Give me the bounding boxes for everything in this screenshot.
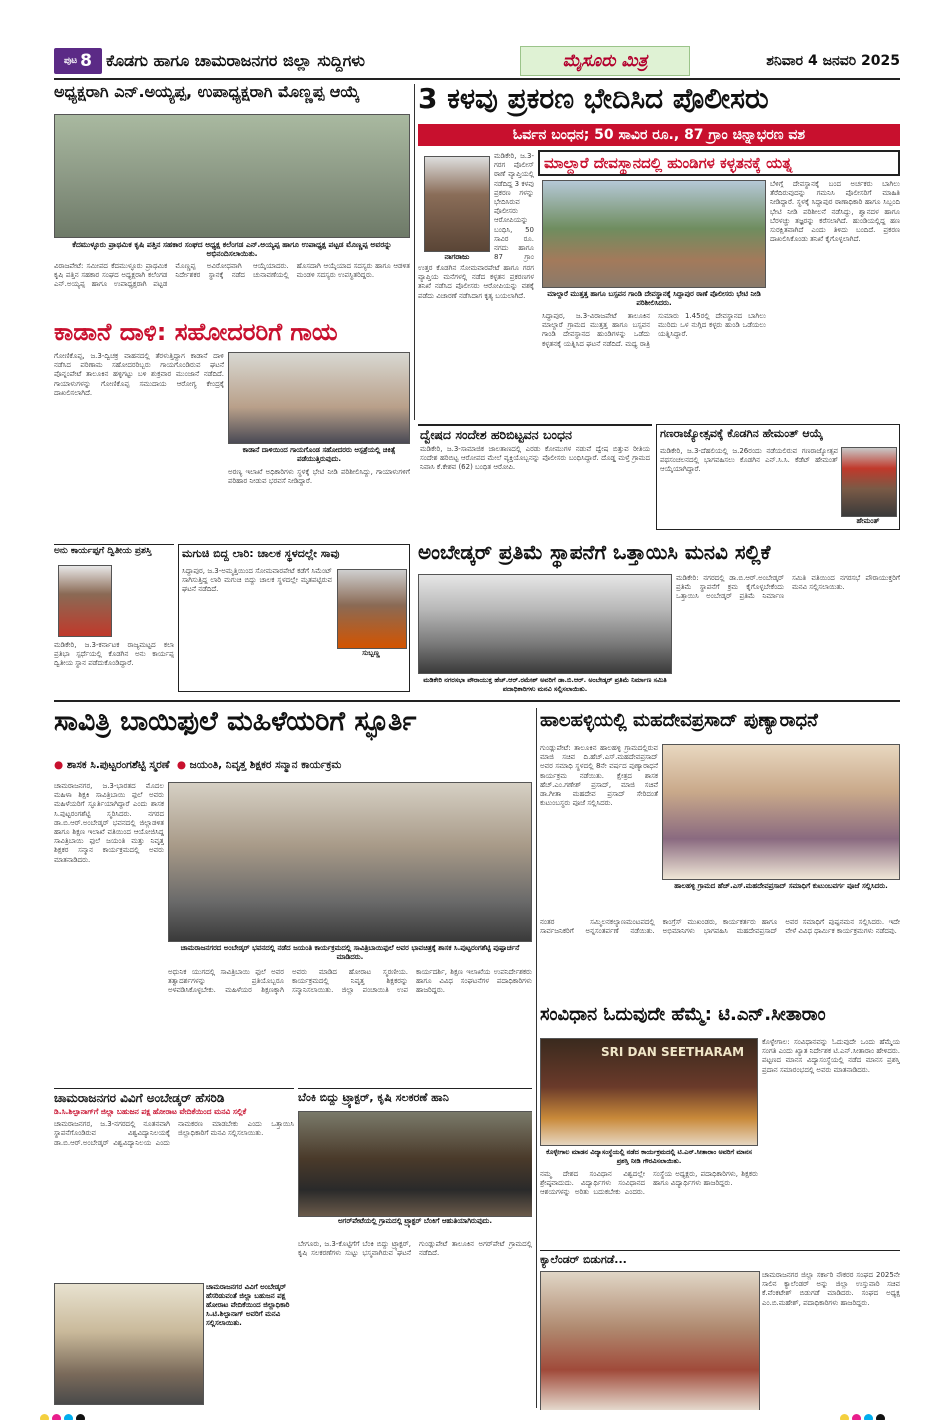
story8-photo-caption: ಸುಬ್ಬಣ್ಣ [362,649,380,657]
story8-body: ಸಿದ್ದಾಪುರ, ಜ.3-ಅಮ್ಮತ್ತಿಯಿಂದ ಸೋಮವಾರಪೇಟೆ ಕಡೆಗೆ ಸಿಮೆಂಟ್ ಸಾಗಿಸುತ್ತಿದ್ದ ಲಾರಿ ಮಗುಚಿ ಬಿದ್ದು ಚಾಲಕ ಸ್ಥಳದಲ್ಲೇ ಮೃತಪಟ್ಟಿರುವ ಘಟನೆ ನಡೆದಿದೆ. [182,567,332,594]
story6-box [656,424,900,530]
story15-photo [540,1271,760,1410]
story7-body: ಮಡಿಕೇರಿ, ಜ.3-ಕರ್ನಾಟಕ ರಾಜ್ಯಮಟ್ಟದ ಕಲಾ ಪ್ರತಿಭಾ ಸ್ಪರ್ಧೆಯಲ್ಲಿ ಕೊಡಗಿನ ಅನು ಕಾರ್ಯಪ್ಪ ದ್ವಿತೀಯ ಸ್ಥಾನ ಪಡೆದುಕೊಂಡಿದ್ದಾರೆ. [54,641,174,668]
story3-photo [542,180,766,288]
story10-subheads [54,756,532,774]
story1-photo [54,114,410,238]
section-rule [54,700,900,702]
story8-headline: ಮಗುಚಿ ಬಿದ್ದ ಲಾರಿ: ಚಾಲಕ ಸ್ಥಳದಲ್ಲೇ ಸಾವು [182,547,340,560]
page-number-badge [54,48,102,74]
story13-body: ಚಾಮರಾಜನಗರ, ಜ.3-ನಗರದಲ್ಲಿ ನೂತನವಾಗಿ ಸ್ಥಾಪನೆಗೊಂಡಿರುವ ವಿಶ್ವವಿದ್ಯಾನಿಲಯಕ್ಕೆ ಡಾ.ಬಿ.ಆರ್.ಅಂಬೇಡ್ಕರ್ ವಿಶ್ವವಿದ್ಯಾನಿಲಯ ಎಂದು ನಾಮಕರಣ ಮಾಡಬೇಕು ಎಂದು ಒತ್ತಾಯಿಸಿ ಜಿಲ್ಲಾಧಿಕಾರಿಗೆ ಮನವಿ ಸಲ್ಲಿಸಲಾಯಿತು. [54,1120,294,1147]
story10-subhead-2: ಜಯಂತಿ, ನಿವೃತ್ತ ಶಿಕ್ಷಕರ ಸನ್ಮಾನ ಕಾರ್ಯಕ್ರಮ [189,758,342,771]
story7-photo [58,565,112,637]
bullet-icon: ● [176,759,186,771]
story2-body [494,152,534,262]
story4-body: ಗೋಣಿಕೊಪ್ಪ, ಜ.3-ದ್ವಿಚಕ್ರ ವಾಹನದಲ್ಲಿ ತೆರಳುತ್ತಿದ್ದಾಗ ಕಾಡಾನೆ ದಾಳಿ ನಡೆಸಿದ ಪರಿಣಾಮ ಸಹೋದರರಿಬ್ಬರು ಗಾಯಗೊಂಡಿರುವ ಘಟನೆ ಪೊನ್ನಂಪೇಟೆ ತಾಲೂಕಿನ ಹಳ್ಳಿಗಟ್ಟು ಬಳಿ ಶುಕ್ರವಾರ ಮುಂಜಾನೆ ನಡೆದಿದೆ. ಗಾಯಾಳುಗಳನ್ನು ಗೋಣಿಕೊಪ್ಪ ಸಮುದಾಯ ಆರೋಗ್ಯ ಕೇಂದ್ರಕ್ಕೆ ದಾಖಲಿಸಲಾಗಿದೆ. [54,352,224,397]
story2-body-text: ಮಡಿಕೇರಿ, ಜ.3-ಗರಗ ಪೊಲೀಸ್ ಠಾಣೆ ವ್ಯಾಪ್ತಿಯಲ್ಲಿ ನಡೆದಿದ್ದ 3 ಕಳವು ಪ್ರಕರಣ ಗಳನ್ನು ಭೇದಿಸಿರುವ ಪೊಲೀಸರು ಆರೋಪಿಯನ್ನು ಬಂಧಿಸಿ, 50 ಸಾವಿರ ರೂ. ನಗದು ಹಾಗೂ 87 ಗ್ರಾಂ [494,152,534,262]
issue-date: ಶನಿವಾರ 4 ಜನವರಿ 2025 [766,53,900,69]
story9-body: ಮಡಿಕೇರಿ: ನಗರದಲ್ಲಿ ಡಾ.ಬಿ.ಆರ್.ಅಂಬೇಡ್ಕರ್ ಪ್ರತಿಮೆ ಸ್ಥಾಪನೆಗೆ ಕ್ರಮ ಕೈಗೊಳ್ಳಬೇಕೆಂದು ಒತ್ತಾಯಿಸಿ ಅಂಬೇಡ್ಕರ್ ಪ್ರತಿಮೆ ನಿರ್ಮಾಣ ಸಮಿತಿ ವತಿಯಿಂದ ನಗರಸಭೆ ಪೌರಾಯುಕ್ತರಿಗೆ ಮನವಿ ಸಲ್ಲಿಸಲಾಯಿತು. [676,574,900,601]
story14-body: ಬೇಗೂರು, ಜ.3-ಕೊಟ್ಟಿಗೆಗೆ ಬೆಂಕಿ ಬಿದ್ದು ಟ್ರ್ಯಾಕ್ಟರ್, ಕೃಷಿ ಸಲಕರಣೆಗಳು ಸುಟ್ಟು ಭಸ್ಮವಾಗಿರುವ ಘಟನೆ ಗುಂಡ್ಲುಪೇಟೆ ತಾಲೂಕಿನ ಅಗರ್‌ಪೇಟೆ ಗ್ರಾಮದಲ್ಲಿ ನಡೆದಿದೆ. [298,1240,532,1258]
story15-body: ಚಾಮರಾಜನಗರ ಜಿಲ್ಲಾ ಸರ್ಕಾರಿ ನೌಕರರ ಸಂಘದ 2025ನೇ ಸಾಲಿನ ಕ್ಯಾಲೆಂಡರ್ ಅನ್ನು ಜಿಲ್ಲಾ ಉಸ್ತುವಾರಿ ಸಚಿವ ಕೆ.ವೆಂಕಟೇಶ್ ಬಿಡುಗಡೆ ಮಾಡಿದರು. ಸಂಘದ ಅಧ್ಯಕ್ಷ ಎಂ.ಬಿ.ಮಹೇಶ್, ಪದಾಧಿಕಾರಿಗಳು ಹಾಜರಿದ್ದರು. [762,1271,900,1307]
story2-photo [424,156,490,252]
story13-photo [54,1283,204,1405]
story11-photo [662,744,900,880]
print-registration-marks [840,1408,920,1420]
story2-photo-caption: ನಾಗರಾಜು [444,252,470,261]
story13-headline: ಚಾಮರಾಜನಗರ ವಿವಿಗೆ ಅಂಬೇಡ್ಕರ್ ಹೆಸರಿಡಿ [54,1091,225,1105]
story3-body: ಸಿದ್ದಾಪುರ, ಜ.3-ವಿರಾಜಪೇಟೆ ತಾಲೂಕಿನ ಮಾಲ್ದಾರೆ ಗ್ರಾಮದ ಮುತ್ತತ್ತ ಹಾಗೂ ಬಸ್ಸವನ ಗಾಂಡಿ ದೇವಸ್ಥಾನದ ಹುಂಡಿಗಳನ್ನು ಒಡೆದು ಕಳ್ಳತನಕ್ಕೆ ಯತ್ನಿಸಿದ ಘಟನೆ ನಡೆದಿದೆ. ಮಧ್ಯ ರಾತ್ರಿ ಸುಮಾರು 1.45ರಲ್ಲಿ ದೇವಸ್ಥಾನದ ಬಾಗಿಲು ಮುರಿದು ಒಳ ನುಗ್ಗಿದ ಕಳ್ಳರು ಹುಂಡಿ ಒಡೆಯಲು ಯತ್ನಿಸಿದ್ದಾರೆ. [542,312,766,348]
print-registration-marks [40,1408,120,1420]
story1-headline: ಅಧ್ಯಕ್ಷರಾಗಿ ಎನ್.ಅಯ್ಯಪ್ಪ, ಉಪಾಧ್ಯಕ್ಷರಾಗಿ ಮೊಣ್ಣಪ್ಪ ಆಯ್ಕೆ [54,84,360,101]
story2-body-continued: ಉತ್ತರ ಕೊಡಗಿನ ಸೋಮವಾರಪೇಟೆ ಹಾಗೂ ಗರಗ ವ್ಯಾಪ್ತಿಯ ಮನೆಗಳಲ್ಲಿ ನಡೆದ ಕಳ್ಳತನ ಪ್ರಕರಣಗಳ ತನಿಖೆ ನಡೆಸಿದ ಪೊಲೀಸರು ಆರೋಪಿಯನ್ನು ವಶಕ್ಕೆ ಪಡೆದು ವಿಚಾರಣೆ ನಡೆಸಿದಾಗ ಕೃತ್ಯ ಬಯಲಾಗಿದೆ. [418,264,534,300]
story15-headline: ಕ್ಯಾಲೆಂಡರ್ ಬಿಡುಗಡೆ... [540,1253,627,1266]
story10-photo [168,782,532,942]
story5-body: ಮಡಿಕೇರಿ, ಜ.3-ಸಾಮಾಜಿಕ ಜಾಲತಾಣದಲ್ಲಿ ಎರಡು ಕೋಮುಗಳ ನಡುವೆ ದ್ವೇಷ ಬಿತ್ತುವ ರೀತಿಯ ಸಂದೇಶ ಹರಿಬಿಟ್ಟ ಆರೋಪದ ಮೇಲೆ ವ್ಯಕ್ತಿಯೊಬ್ಬನನ್ನು ಪೊಲೀಸರು ಬಂಧಿಸಿದ್ದಾರೆ. ದೊಡ್ಡ ಮಳ್ತೆ ಗ್ರಾಮದ ನಿವಾಸಿ ಕೆ.ಕೇಶವ (62) ಬಂಧಿತ ಆರೋಪಿ. [420,444,650,472]
story6-photo [841,447,897,517]
story15-box [540,1250,900,1410]
story1-body: ವಿರಾಜಪೇಟೆ: ಸಮೀಪದ ಕೆದಮುಳ್ಳೂರು ಪ್ರಾಥಮಿಕ ಕೃಷಿ ಪತ್ತಿನ ಸಹಕಾರ ಸಂಘದ ಅಧ್ಯಕ್ಷರಾಗಿ ಕಲೆಂಗಡ ಎನ್.ಅಯ್ಯಪ್ಪ ಹಾಗೂ ಉಪಾಧ್ಯಕ್ಷರಾಗಿ ಪಟ್ಟಡ ಮೊಣ್ಣಪ್ಪ ಅವಿರೋಧವಾಗಿ ಆಯ್ಕೆಯಾದರು. ನಿರ್ದೇಶಕರ ಸ್ಥಾನಕ್ಕೆ ನಡೆದ ಚುನಾವಣೆಯಲ್ಲಿ ಹೊಸದಾಗಿ ಆಯ್ಕೆಯಾದ ಸದಸ್ಯರು ಹಾಗೂ ಆಡಳಿತ ಮಂಡಳಿ ಸದಸ್ಯರು ಉಪಸ್ಥಿತರಿದ್ದರು. [54,262,410,289]
story10-body: ಚಾಮರಾಜನಗರ, ಜ.3-ಭಾರತದ ಮೊದಲ ಮಹಿಳಾ ಶಿಕ್ಷಕಿ ಸಾವಿತ್ರಿಬಾಯಿ ಫುಲೆ ಅವರು ಮಹಿಳೆಯರಿಗೆ ಸ್ಫೂರ್ತಿಯಾಗಿದ್ದಾರೆ ಎಂದು ಶಾಸಕ ಸಿ.ಪುಟ್ಟರಂಗಶೆಟ್ಟಿ ಸ್ಮರಿಸಿದರು. ನಗರದ ಡಾ.ಬಿ.ಆರ್.ಅಂಬೇಡ್ಕರ್ ಭವನದಲ್ಲಿ ಜಿಲ್ಲಾಡಳಿತ ಹಾಗೂ ಶಿಕ್ಷಣ ಇಲಾಖೆ ವತಿಯಿಂದ ಆಯೋಜಿಸಿದ್ದ ಸಾವಿತ್ರಿಬಾಯಿ ಫುಲೆ ಜಯಂತಿ ಮತ್ತು ನಿವೃತ್ತ ಶಿಕ್ಷಕರ ಸನ್ಮಾನ ಕಾರ್ಯಕ್ರಮದಲ್ಲಿ ಅವರು ಮಾತನಾಡಿದರು. [54,782,164,864]
story9-photo [418,574,672,674]
story14-caption: ಅಗರ್‌ಪೇಟೆಯಲ್ಲಿ ಗ್ರಾಮದಲ್ಲಿ ಟ್ರ್ಯಾಕ್ಟರ್ ಬೆಂಕಿಗೆ ಆಹುತಿಯಾಗಿರುವುದು. [337,1217,493,1225]
story4-photo [228,352,410,444]
section-title: ಕೊಡಗು ಹಾಗೂ ಚಾಮರಾಜನಗರ ಜಿಲ್ಲಾ ಸುದ್ದಿಗಳು [106,51,366,70]
story14-headline: ಬೆಂಕಿ ಬಿದ್ದು ಟ್ರ್ಯಾಕ್ಟರ್, ಕೃಷಿ ಸಲಕರಣೆ ಹಾನಿ [298,1091,449,1104]
story9-headline: ಅಂಬೇಡ್ಕರ್ ಪ್ರತಿಮೆ ಸ್ಥಾಪನೆಗೆ ಒತ್ತಾಯಿಸಿ ಮನವಿ ಸಲ್ಲಿಕೆ [418,542,771,564]
story12-body: ಕೊಳ್ಳೇಗಾಲ: ಸಂವಿಧಾನವನ್ನು ಓದುವುದೇ ಒಂದು ಹೆಮ್ಮೆಯ ಸಂಗತಿ ಎಂದು ಖ್ಯಾತ ನಿರ್ದೇಶಕ ಟಿ.ಎನ್.ಸೀತಾರಾಂ ಹೇಳಿದರು. ಪಟ್ಟಣದ ಮಾನಸ ವಿದ್ಯಾಸಂಸ್ಥೆಯಲ್ಲಿ ನಡೆದ ಮಾನಸ ಪ್ರಶಸ್ತಿ ಪ್ರದಾನ ಸಮಾರಂಭದಲ್ಲಿ ಅವರು ಮಾತನಾಡಿದರು. [762,1038,900,1074]
story12-headline: ಸಂವಿಧಾನ ಓದುವುದೇ ಹೆಮ್ಮೆ: ಟಿ.ಎನ್.ಸೀತಾರಾಂ [540,1006,826,1025]
story11-body: ಗುಂಡ್ಲುಪೇಟೆ: ತಾಲೂಕಿನ ಹಾಲಹಳ್ಳಿ ಗ್ರಾಮದಲ್ಲಿರುವ ಮಾಜಿ ಸಚಿವ ದಿ.ಹೆಚ್.ಎಸ್.ಮಹದೇವಪ್ರಸಾದ್ ಅವರ ಸಮಾಧಿ ಸ್ಥಳದಲ್ಲಿ 8ನೇ ವರ್ಷದ ಪುಣ್ಯಾರಾಧನೆ ಕಾರ್ಯಕ್ರಮ ನಡೆಯಿತು. ಕ್ಷೇತ್ರದ ಶಾಸಕ ಹೆಚ್.ಎಂ.ಗಣೇಶ್ ಪ್ರಸಾದ್, ಮಾಜಿ ಸಚಿವೆ ಡಾ.ಗೀತಾ ಮಹದೇವ ಪ್ರಸಾದ್ ಸೇರಿದಂತೆ ಕುಟುಂಬಸ್ಥರು ಪೂಜೆ ಸಲ್ಲಿಸಿದರು. [540,744,658,808]
story8-photo [337,569,407,649]
story11-caption: ಹಾಲಹಳ್ಳಿ ಗ್ರಾಮದ ಹೆಚ್.ಎಸ್.ಮಹದೇವಪ್ರಸಾದ್ ಸಮಾಧಿಗೆ ಕುಟುಂಬವರ್ಗ ಪೂಜೆ ಸಲ್ಲಿಸಿದರು. [674,882,888,890]
story12-photo [540,1038,758,1146]
story13-subhead: ಡಿ.ಸಿ.ಶಿಲ್ಪಾನಾಗ್‌ಗೆ ಜಿಲ್ಲಾ ಬಹುಜನ ಪಕ್ಷ ಹೋರಾಟ ವೇದಿಕೆಯಿಂದ ಮನವಿ ಸಲ್ಲಿಕೆ [54,1107,247,1117]
story5-box [418,424,652,510]
header-rule [54,78,900,80]
story13-caption: ಚಾಮರಾಜನಗರ ವಿವಿಗೆ ಅಂಬೇಡ್ಕರ್ ಹೆಸರಿಡುವಂತೆ ಜಿಲ್ಲಾ ಬಹುಜನ ಪಕ್ಷ ಹೋರಾಟ ವೇದಿಕೆಯಿಂದ ಜಿಲ್ಲಾಧಿಕಾರಿ ಸಿ.ಟಿ.ಶಿಲ್ಪಾನಾಗ್ ಅವರಿಗೆ ಮನವಿ ಸಲ್ಲಿಸಲಾಯಿತು. [206,1283,290,1327]
story12-body-continued: ನಮ್ಮ ದೇಶದ ಸಂವಿಧಾನ ವಿಶ್ವದಲ್ಲೇ ಶ್ರೇಷ್ಠವಾದುದು. ವಿದ್ಯಾರ್ಥಿಗಳು ಸಂವಿಧಾನದ ಆಶಯಗಳನ್ನು ಅರಿತು ಬದುಕಬೇಕು ಎಂದರು. ಸಂಸ್ಥೆಯ ಅಧ್ಯಕ್ಷರು, ಪದಾಧಿಕಾರಿಗಳು, ಶಿಕ್ಷಕರು ಹಾಗೂ ವಿದ್ಯಾರ್ಥಿಗಳು ಹಾಜರಿದ್ದರು. [540,1170,758,1197]
story9-caption: ಮಡಿಕೇರಿ ನಗರಸಭಾ ಪೌರಾಯುಕ್ತ ಹೆಚ್.ಆರ್.ರಮೇಶ್ ಅವರಿಗೆ ಡಾ.ಬಿ.ಆರ್. ಅಂಬೇಡ್ಕರ್ ಪ್ರತಿಮೆ ನಿರ್ಮಾಣ ಸಮಿತಿ ಪದಾಧಿಕಾರಿಗಳು ಮನವಿ ಸಲ್ಲಿಸಲಾಯಿತು. [423,676,667,693]
story14-photo [298,1111,532,1217]
story6-photo-caption: ಹೇಮಂತ್ [856,517,880,525]
story1-caption: ಕೆದಮುಳ್ಳೂರು ಪ್ರಾಥಮಿಕ ಕೃಷಿ ಪತ್ತಿನ ಸಹಕಾರ ಸಂಘದ ಅಧ್ಯಕ್ಷ ಕಲೆಂಗಡ ಎನ್.ಅಯ್ಯಪ್ಪ ಹಾಗೂ ಉಪಾಧ್ಯಕ್ಷ ಪಟ್ಟಡ ಮೊಣ್ಣಪ್ಪ ಅವರನ್ನು ಅಭಿನಂದಿಸಲಾಯಿತು. [72,240,392,258]
column-divider [414,84,415,420]
story4-caption: ಕಾಡಾನೆ ದಾಳಿಯಿಂದ ಗಾಯಗೊಂಡ ಸಹೋದರರು ಆಸ್ಪತ್ರೆಯಲ್ಲಿ ಚಿಕಿತ್ಸೆ ಪಡೆಯುತ್ತಿರುವುದು. [242,446,396,463]
story10-headline: ಸಾವಿತ್ರಿ ಬಾಯಿಫುಲೆ ಮಹಿಳೆಯರಿಗೆ ಸ್ಫೂರ್ತಿ [54,708,417,737]
bullet-icon: ● [54,759,64,771]
story11-body-continued: ನಂತರ ಸಮ್ಮಿಲನಕಲ್ಯಾಣಮಂಟಪದಲ್ಲಿ ಸಾರ್ವಜನಿಕರಿಗೆ ಅನ್ನಸಂತರ್ಪಣೆ ನಡೆಯಿತು. ಕಾಂಗ್ರೆಸ್ ಮುಖಂಡರು, ಕಾರ್ಯಕರ್ತರು ಹಾಗೂ ಅಭಿಮಾನಿಗಳು ಭಾಗವಹಿಸಿ ಮಹದೇವಪ್ರಸಾದ್ ಅವರ ಸಮಾಧಿಗೆ ಪುಷ್ಪನಮನ ಸಲ್ಲಿಸಿದರು. ಇದೇ ವೇಳೆ ವಿವಿಧ ಧಾರ್ಮಿಕ ಕಾರ್ಯಕ್ರಮಗಳು ನಡೆದವು. [540,918,900,936]
page-number: 8 [80,51,93,71]
story13-box [54,1088,294,1408]
story3-body-side: ಬೆಳಿಗ್ಗೆ ದೇವಸ್ಥಾನಕ್ಕೆ ಬಂದ ಅರ್ಚಕರು ಬಾಗಿಲು ತೆರೆದಿರುವುದನ್ನು ಗಮನಿಸಿ ಪೊಲೀಸರಿಗೆ ಮಾಹಿತಿ ನೀಡಿದ್ದಾರೆ. ಸ್ಥಳಕ್ಕೆ ಸಿದ್ದಾಪುರ ಠಾಣಾಧಿಕಾರಿ ಹಾಗೂ ಸಿಬ್ಬಂದಿ ಭೇಟಿ ನೀಡಿ ಪರಿಶೀಲನೆ ನಡೆಸಿದ್ದು, ಶ್ವಾನದಳ ಹಾಗೂ ಬೆರಳಚ್ಚು ತಜ್ಞರನ್ನು ಕರೆಸಲಾಗಿದೆ. ಹುಂಡಿಯಲ್ಲಿದ್ದ ಹಣ ಸುರಕ್ಷಿತವಾಗಿದೆ ಎಂದು ತಿಳಿದು ಬಂದಿದೆ. ಪ್ರಕರಣ ದಾಖಲಿಸಿಕೊಂಡು ತನಿಖೆ ಕೈಗೊಳ್ಳಲಾಗಿದೆ. [770,180,900,244]
story7-box [54,544,174,692]
column-divider [536,708,537,1408]
story10-caption: ಚಾಮರಾಜನಗರದ ಅಂಬೇಡ್ಕರ್ ಭವನದಲ್ಲಿ ನಡೆದ ಜಯಂತಿ ಕಾರ್ಯಕ್ರಮದಲ್ಲಿ ಸಾವಿತ್ರಿಬಾಯಿಫುಲೆ ಅವರ ಭಾವಚಿತ್ರಕ್ಕೆ ಶಾಸಕ ಸಿ.ಪುಟ್ಟರಂಗಶೆಟ್ಟಿ ಪುಷ್ಪಾರ್ಚನೆ ಮಾಡಿದರು. [180,944,520,961]
page-label: ಪುಟ [63,56,78,66]
story2-headline: 3 ಕಳವು ಪ್ರಕರಣ ಭೇದಿಸಿದ ಪೊಲೀಸರು [418,84,769,115]
story6-body: ಮಡಿಕೇರಿ, ಜ.3-ದೆಹಲಿಯಲ್ಲಿ ಜ.26ರಂದು ನಡೆಯಲಿರುವ ಗಣರಾಜ್ಯೋತ್ಸವ ಪಥಸಂಚಲನದಲ್ಲಿ ಭಾಗವಹಿಸಲು ಕೊಡಗಿನ ಎನ್.ಸಿ.ಸಿ. ಕೆಡೆಟ್ ಹೇಮಂತ್ ಆಯ್ಕೆಯಾಗಿದ್ದಾರೆ. [660,447,838,474]
story14-box [298,1088,532,1238]
story11-headline: ಹಾಲಹಳ್ಳಿಯಲ್ಲಿ ಮಹದೇವಪ್ರಸಾದ್ ಪುಣ್ಯಾರಾಧನೆ [540,712,818,731]
story6-headline: ಗಣರಾಜ್ಯೋತ್ಸವಕ್ಕೆ ಕೊಡಗಿನ ಹೇಮಂತ್ ಆಯ್ಕೆ [660,427,823,440]
story3-headline: ಮಾಲ್ದಾರೆ ದೇವಸ್ಥಾನದಲ್ಲಿ ಹುಂಡಿಗಳ ಕಳ್ಳತನಕ್ಕೆ ಯತ್ನ [544,154,793,172]
story2-subhead: ಓರ್ವನ ಬಂಧನ; 50 ಸಾವಿರ ರೂ., 87 ಗ್ರಾಂ ಚಿನ್ನಾಭರಣ ವಶ [418,124,900,146]
story12-caption: ಕೊಳ್ಳೇಗಾಲ ಮಾಡನ ವಿದ್ಯಾಸಂಸ್ಥೆಯಲ್ಲಿ ನಡೆದ ಕಾರ್ಯಕ್ರಮದಲ್ಲಿ ಟಿ.ಎನ್.ಸೀತಾರಾಂ ಅವರಿಗೆ ಮಾನಸ ಪ್ರಶಸ್ತಿ ನೀಡಿ ಗೌರವಿಸಲಾಯಿತು. [546,1148,752,1165]
story7-headline: ಅನು ಕಾರ್ಯಪ್ಪಗೆ ದ್ವಿತೀಯ ಪ್ರಶಸ್ತಿ [54,546,152,556]
story8-box [178,544,410,692]
story5-headline: ದ್ವೇಷದ ಸಂದೇಶ ಹರಿಬಿಟ್ಟವನ ಬಂಧನ [420,427,572,442]
story4-body-continued: ಅರಣ್ಯ ಇಲಾಖೆ ಅಧಿಕಾರಿಗಳು ಸ್ಥಳಕ್ಕೆ ಭೇಟಿ ನೀಡಿ ಪರಿಶೀಲಿಸಿದ್ದು, ಗಾಯಾಳುಗಳಿಗೆ ಪರಿಹಾರ ನೀಡುವ ಭರವಸೆ ನೀಡಿದ್ದಾರೆ. [228,468,410,486]
story4-headline: ಕಾಡಾನೆ ದಾಳಿ: ಸಹೋದರರಿಗೆ ಗಾಯ [54,320,338,346]
story3-headline-box [538,150,900,176]
story12-banner-text: SRI DAN SEETHARAM [601,1045,745,1059]
story10-body-continued: ಅಧುನಿಕ ಯುಗದಲ್ಲಿ ಸಾವಿತ್ರಿಬಾಯಿ ಫುಲೆ ಅವರ ತತ್ವಾದರ್ಶಗಳನ್ನು ಪ್ರತಿಯೊಬ್ಬರೂ ಅಳವಡಿಸಿಕೊಳ್ಳಬೇಕು. ಮಹಿಳೆಯರ ಶಿಕ್ಷಣಕ್ಕಾಗಿ ಅವರು ಮಾಡಿದ ಹೋರಾಟ ಸ್ಮರಣೀಯ. ಕಾರ್ಯಕ್ರಮದಲ್ಲಿ ನಿವೃತ್ತ ಶಿಕ್ಷಕರನ್ನು ಸನ್ಮಾನಿಸಲಾಯಿತು. ಜಿಲ್ಲಾ ಪಂಚಾಯಿತಿ ಉಪ ಕಾರ್ಯದರ್ಶಿ, ಶಿಕ್ಷಣ ಇಲಾಖೆಯ ಉಪನಿರ್ದೇಶಕರು ಹಾಗೂ ವಿವಿಧ ಸಂಘಟನೆಗಳ ಪದಾಧಿಕಾರಿಗಳು ಹಾಜರಿದ್ದರು. [168,968,532,995]
brand-logo: ಮೈಸೂರು ಮಿತ್ರ [520,46,690,76]
story3-caption: ಮಾಲ್ದಾರೆ ಮುತ್ತತ್ತ ಹಾಗೂ ಬಸ್ಸವನ ಗಾಂಡಿ ದೇವಸ್ಥಾನಕ್ಕೆ ಸಿದ್ದಾಪುರ ಠಾಣೆ ಪೊಲೀಸರು ಭೇಟಿ ನೀಡಿ ಪರಿಶೀಲಿಸಿದರು. [547,290,761,307]
story10-subhead-1: ಶಾಸಕ ಸಿ.ಪುಟ್ಟರಂಗಶೆಟ್ಟಿ ಸ್ಮರಣೆ [66,758,170,771]
